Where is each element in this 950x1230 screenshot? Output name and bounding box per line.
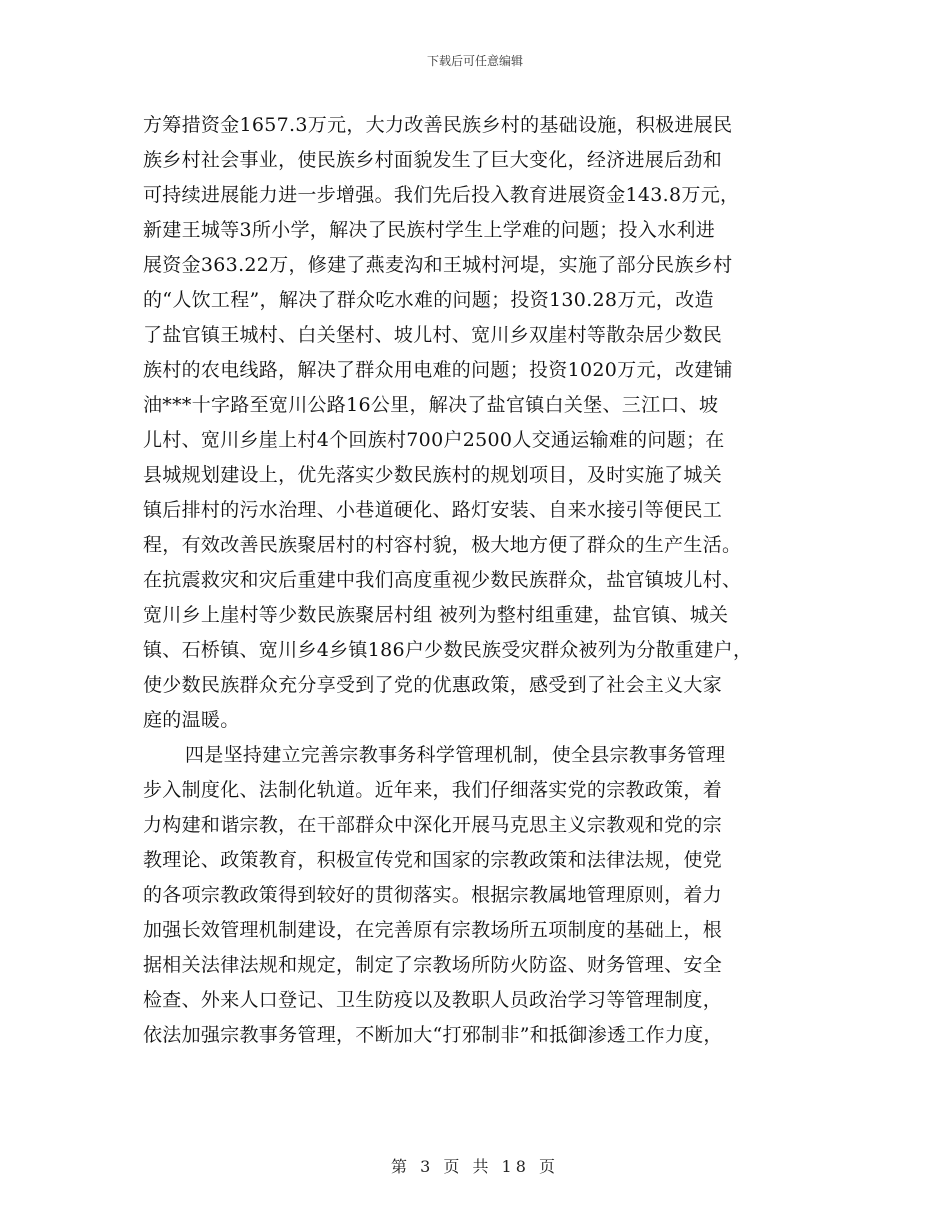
page-number-footer: 第 3 页 共 18 页	[391, 1157, 559, 1176]
paragraph-start-line: 四是坚持建立完善宗教事务科学管理机制，使全县宗教事务管理	[185, 744, 726, 766]
body-line: 检查、外来人口登记、卫生防疫以及教职人员政治学习等管理制度，	[143, 989, 723, 1011]
page-header: 下载后可任意编辑	[426, 54, 523, 68]
body-line: 儿村、宽川乡崖上村4个回族村700户2500人交通运输难的问题；在	[143, 429, 725, 451]
body-line: 镇、石桥镇、宽川乡4乡镇186户少数民族受灾群众被列为分散重建户，	[143, 639, 753, 661]
body-line: 加强长效管理机制建设，在完善原有宗教场所五项制度的基础上，根	[143, 919, 723, 941]
body-line: 据相关法律法规和规定，制定了宗教场所防火防盗、财务管理、安全	[143, 954, 723, 976]
body-line: 教理论、政策教育，积极宣传党和国家的宗教政策和法律法规，使党	[143, 849, 723, 871]
body-line: 庭的温暖。	[143, 709, 240, 731]
body-line: 展资金363.22万，修建了燕麦沟和王城村河堤，实施了部分民族乡村	[143, 254, 733, 276]
body-line: 族乡村社会事业，使民族乡村面貌发生了巨大变化，经济进展后劲和	[143, 149, 723, 171]
body-line: 了盐官镇王城村、白关堡村、坡儿村、宽川乡双崖村等散杂居少数民	[143, 324, 723, 346]
body-line: 依法加强宗教事务管理，不断加大“打邪制非”和抵御渗透工作力度，	[143, 1024, 723, 1046]
body-line: 县城规划建设上，优先落实少数民族村的规划项目，及时实施了城关	[143, 464, 723, 486]
body-line: 新建王城等3所小学，解决了民族村学生上学难的问题；投入水利进	[143, 219, 716, 241]
body-line: 镇后排村的污水治理、小巷道硬化、路灯安装、自来水接引等便民工	[143, 499, 723, 521]
body-line: 使少数民族群众充分享受到了党的优惠政策，感受到了社会主义大家	[143, 674, 723, 696]
body-line: 在抗震救灾和灾后重建中我们高度重视少数民族群众，盐官镇坡儿村、	[143, 569, 742, 591]
body-line: 可持续进展能力进一步增强。我们先后投入教育进展资金143.8万元，	[143, 184, 740, 206]
body-line: 力构建和谐宗教，在干部群众中深化开展马克思主义宗教观和党的宗	[143, 814, 723, 836]
body-line: 宽川乡上崖村等少数民族聚居村组 被列为整村组重建，盐官镇、城关	[143, 604, 729, 626]
body-line: 油***十字路至宽川公路16公里，解决了盐官镇白关堡、三江口、坡	[143, 394, 719, 416]
body-text	[143, 108, 823, 1053]
body-line: 方筹措资金1657.3万元，大力改善民族乡村的基础设施，积极进展民	[143, 114, 733, 136]
body-line: 程，有效改善民族聚居村的村容村貌，极大地方便了群众的生产生活。	[143, 534, 742, 556]
body-line: 的“人饮工程”，解决了群众吃水难的问题；投资130.28万元，改造	[143, 289, 714, 311]
body-line: 族村的农电线路，解决了群众用电难的问题；投资1020万元，改建铺	[143, 359, 733, 381]
body-line: 步入制度化、法制化轨道。近年来，我们仔细落实党的宗教政策，着	[143, 779, 723, 801]
body-line: 的各项宗教政策得到较好的贯彻落实。根据宗教属地管理原则，着力	[143, 884, 723, 906]
